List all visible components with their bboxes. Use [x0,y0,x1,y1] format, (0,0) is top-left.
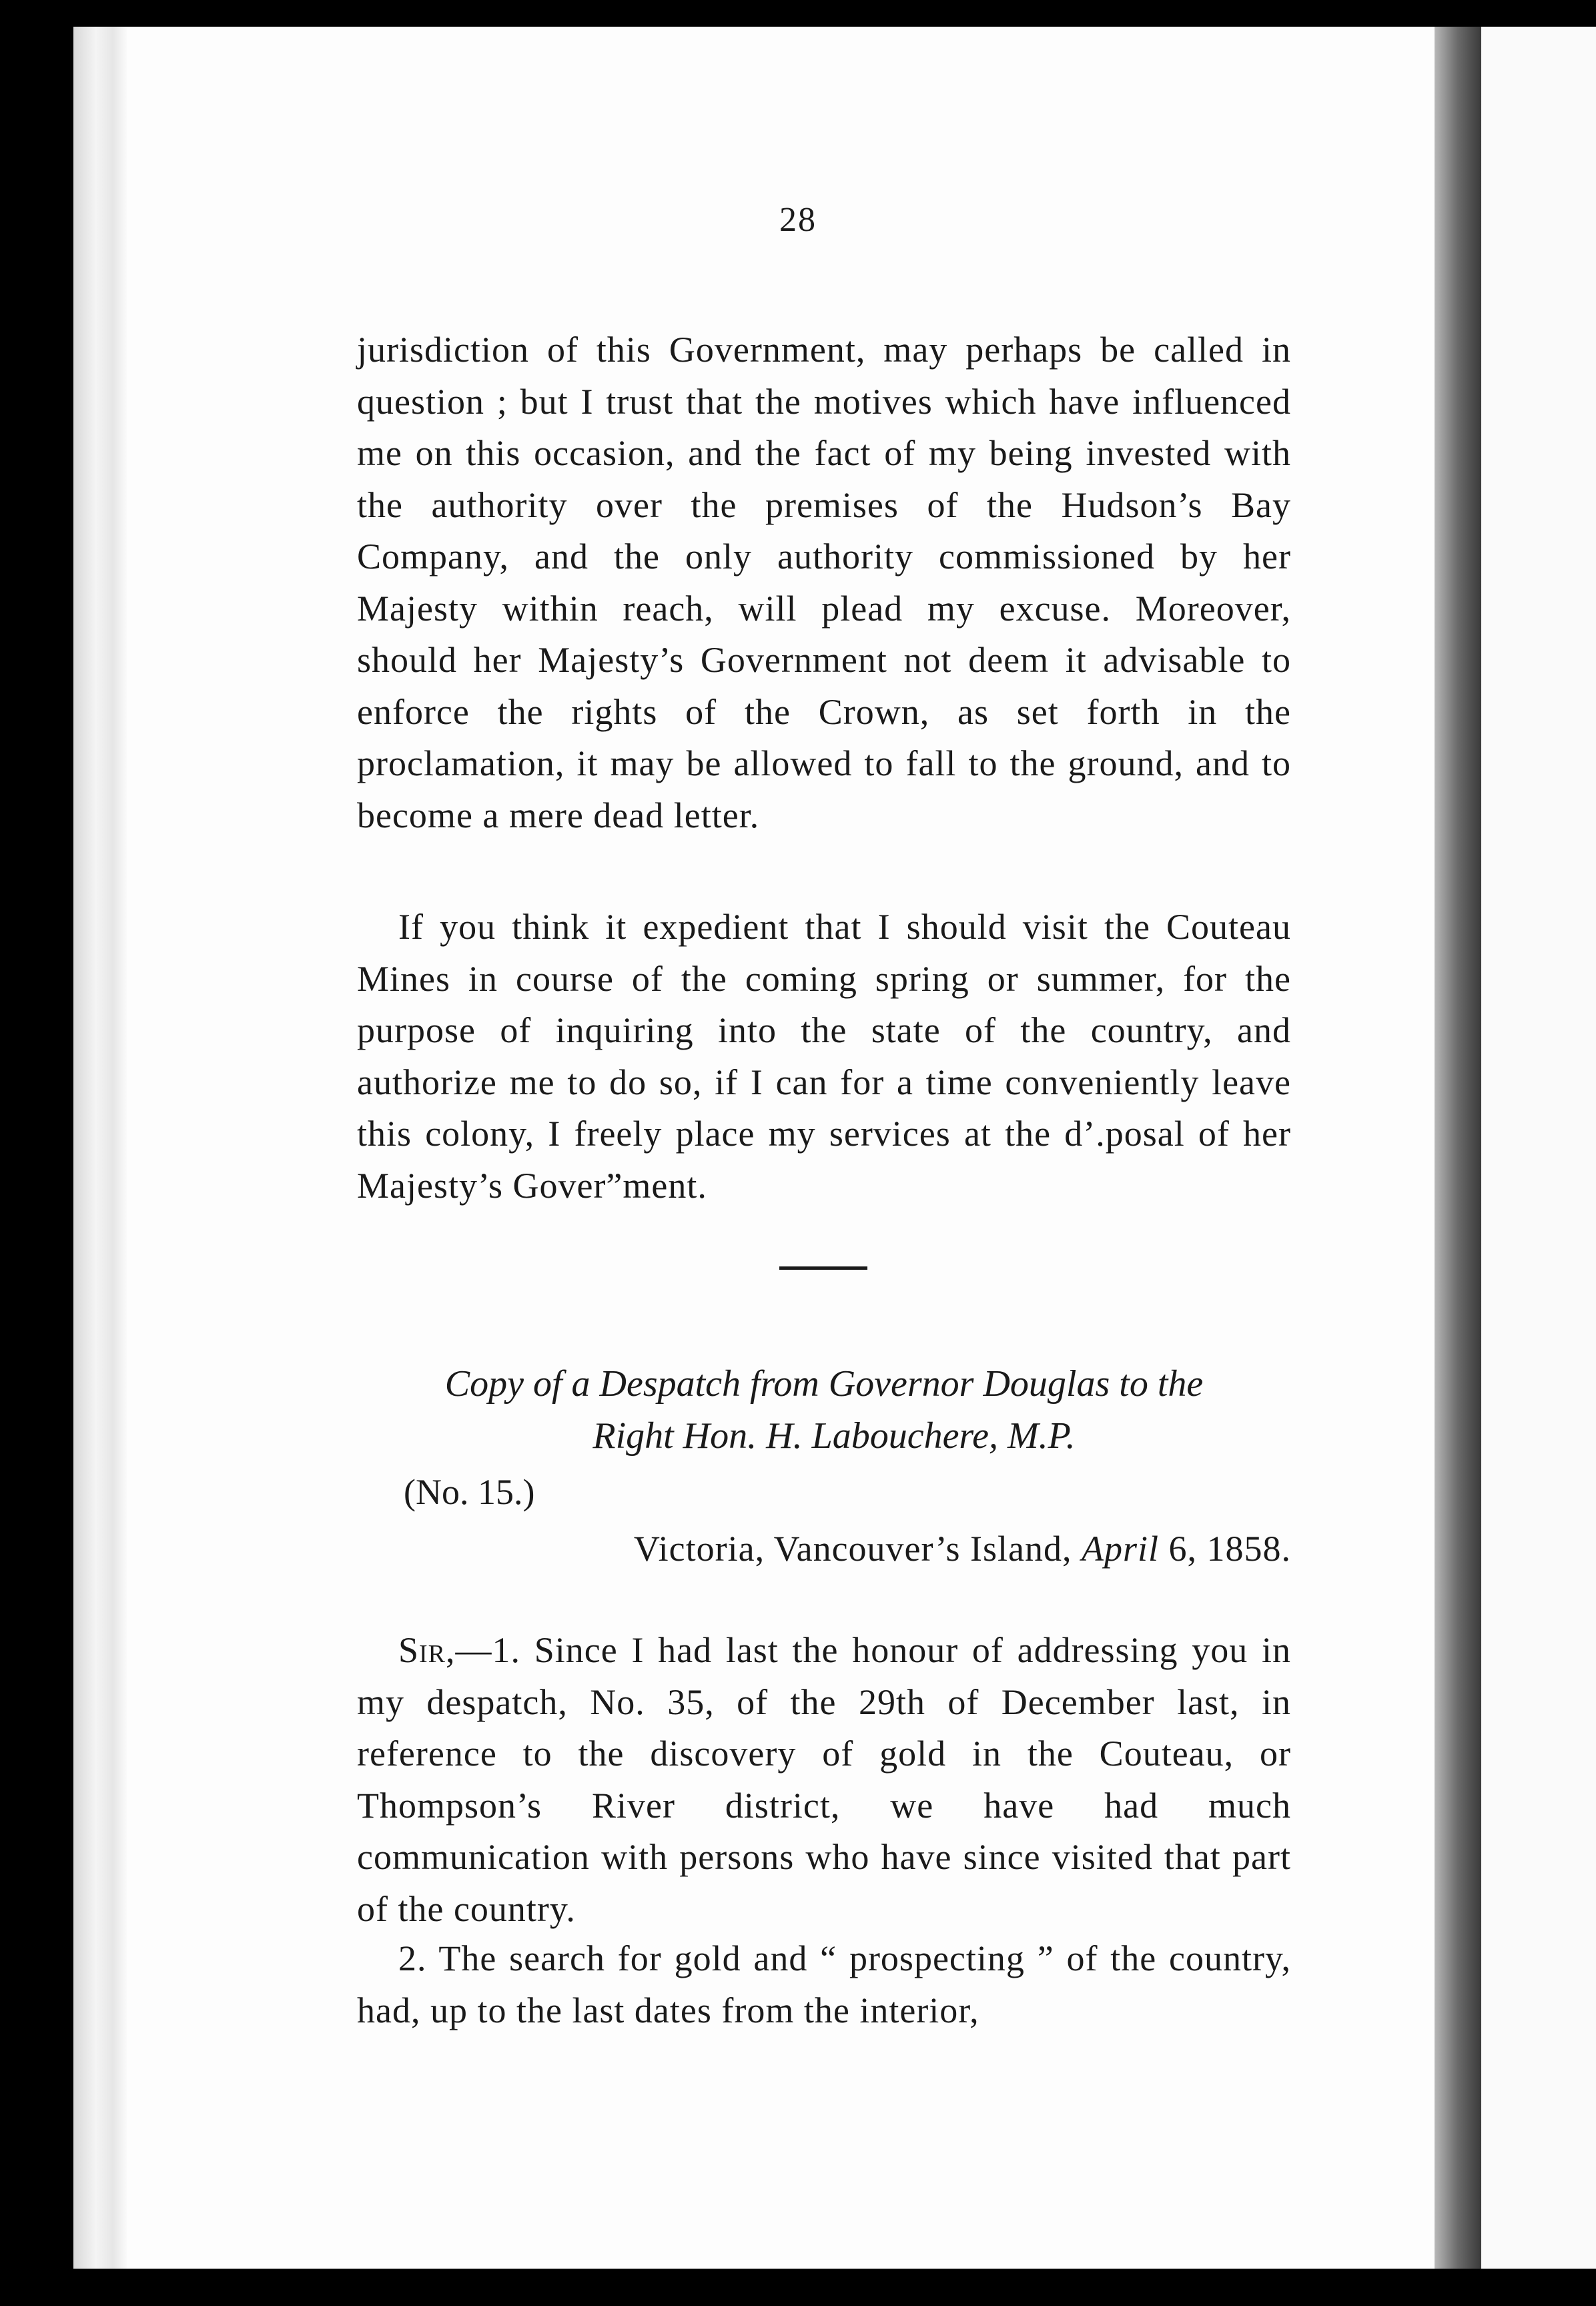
dateline-month: April [1081,1529,1159,1569]
despatch-heading [357,1358,1291,1462]
page-number: 28 [779,201,817,239]
dateline-day-year: 6, 1858. [1168,1529,1291,1569]
dateline [357,1528,1291,1569]
dateline-place: Victoria, Vancouver’s Island, [633,1529,1072,1569]
book-gutter [73,27,130,2269]
salutation: Sir, [398,1630,456,1670]
facing-page [1481,27,1596,2269]
paragraph-prospecting: 2. The search for gold and “ prospecting ” of the country, had, up to the last dates from the interior, [357,1938,1291,2030]
paragraph-gold-discovery-text: —1. Since I had last the honour of addressing you in my despatch, No. 35, of the 29th of December last, in reference to the discovery of gold in the Couteau, or Thompson’s River district, we have had much communication with persons who have since visited that part of the country. [357,1630,1291,1929]
page-shadow-edge [1435,27,1481,2269]
heading-line-2: Right Hon. H. Labouchere, M.P. [592,1415,1076,1457]
heading-line-1: Copy of a Despatch from Governor Douglas to the [444,1363,1204,1405]
section-divider [779,1266,867,1270]
paragraph-services-offer: If you think it expedient that I should visit the Couteau Mines in course of the coming spring or summer, for the purpose of inquiring into the state of the country, and authorize me to do so, if I can for a time conveniently leave this colony, I freely place my services at the d’.posal of her Majesty’s Gover”ment. [357,907,1291,1206]
paragraph-continuation: jurisdiction of this Government, may perhaps be called in question ; but I trust that the motives which have influenced me on this occasion, and the fact of my being invested with the authority over the premises of the Hudson’s Bay Company, and the only authority commissioned by her Majesty within reach, will plead my excuse. Moreover, should her Majesty’s Government not deem it advisable to enforce the rights of the Crown, as set forth in the proclamation, it may be allowed to fall to the ground, and to become a mere dead letter. [357,330,1291,835]
paragraph-gold-discovery [357,1625,1291,1935]
despatch-number: (No. 15.) [404,1472,535,1512]
